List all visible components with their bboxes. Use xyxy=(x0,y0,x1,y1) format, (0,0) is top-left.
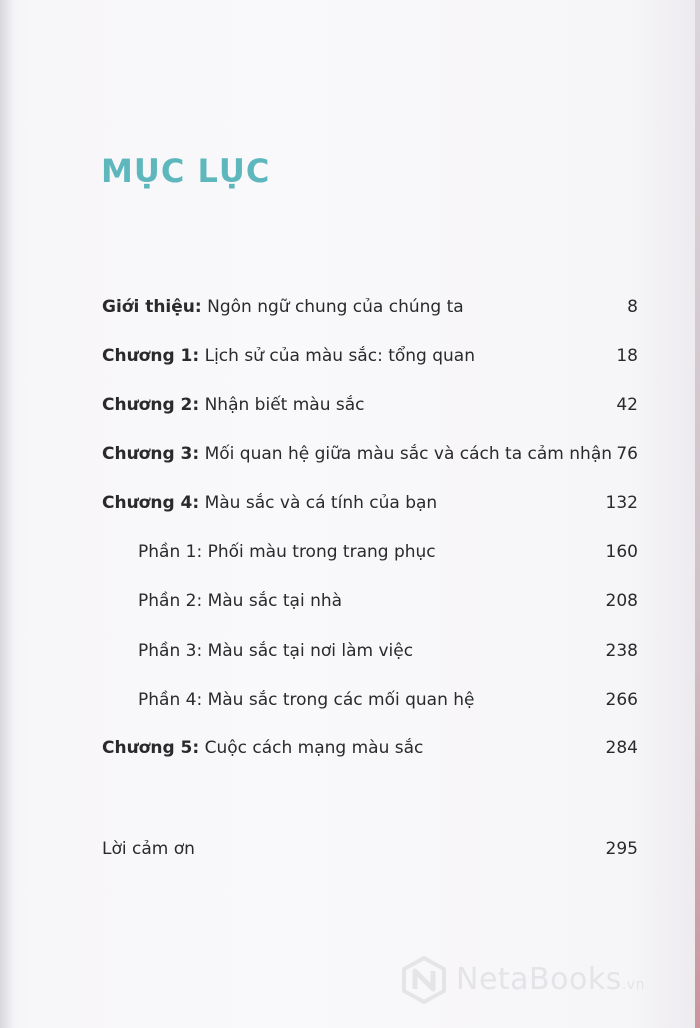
toc-page-number: 8 xyxy=(627,297,638,317)
toc-page-number: 284 xyxy=(605,738,638,758)
toc-entry-title: Lời cảm ơn xyxy=(102,839,195,859)
toc-entry-prefix: Chương 3: xyxy=(102,444,200,464)
toc-subentry-part-2 xyxy=(138,591,638,617)
toc-entry-title: Mối quan hệ giữa màu sắc và cách ta cảm nhận xyxy=(204,444,613,464)
toc-entry-title: Cuộc cách mạng màu sắc xyxy=(204,738,424,758)
watermark-brand xyxy=(456,962,645,997)
toc-subentry-part-1 xyxy=(138,542,638,568)
toc-page-number: 208 xyxy=(605,591,638,611)
toc-subentry-title: Phần 3: Màu sắc tại nơi làm việc xyxy=(138,641,414,661)
watermark-brand-name: NetaBooks xyxy=(456,962,622,997)
page-title: MỤC LỤC xyxy=(101,152,271,190)
toc-entry-title: Nhận biết màu sắc xyxy=(204,395,365,415)
toc-entry-prefix: Chương 4: xyxy=(102,493,200,513)
toc-entry-prefix: Chương 1: xyxy=(102,346,200,366)
toc-entry-chapter-5 xyxy=(102,738,638,764)
watermark-logo xyxy=(400,952,690,1008)
toc-page-number: 42 xyxy=(616,395,638,415)
toc-entry-chapter-2 xyxy=(102,395,638,421)
toc-page-number: 238 xyxy=(605,641,638,661)
toc-entry-chapter-3 xyxy=(102,444,638,470)
toc-page-number: 132 xyxy=(605,493,638,513)
toc-entry-title: Lịch sử của màu sắc: tổng quan xyxy=(204,346,475,366)
toc-entry-prefix: Chương 2: xyxy=(102,395,200,415)
toc-entry-chapter-1 xyxy=(102,346,638,372)
toc-entry-prefix: Chương 5: xyxy=(102,738,200,758)
toc-entry-prefix: Giới thiệu: xyxy=(102,297,202,317)
toc-subentry-part-4 xyxy=(138,690,638,716)
toc-subentry-part-3 xyxy=(138,641,638,667)
toc-entry-acknowledgements xyxy=(102,839,638,865)
toc-page-number: 266 xyxy=(605,690,638,710)
toc-subentry-title: Phần 2: Màu sắc tại nhà xyxy=(138,591,343,611)
toc-entry-intro xyxy=(102,297,638,323)
toc-subentry-title: Phần 4: Màu sắc trong các mối quan hệ xyxy=(138,690,475,710)
toc-page-number: 18 xyxy=(616,346,638,366)
toc-entry-chapter-4 xyxy=(102,493,638,519)
watermark-tld: .vn xyxy=(621,977,645,993)
toc-page-number: 160 xyxy=(605,542,638,562)
toc-page-number: 295 xyxy=(605,839,638,859)
netabooks-logo-icon xyxy=(400,956,448,1004)
toc-subentry-title: Phần 1: Phối màu trong trang phục xyxy=(138,542,436,562)
toc-entry-title: Màu sắc và cá tính của bạn xyxy=(204,493,438,513)
toc-page-number: 76 xyxy=(616,444,638,464)
toc-entry-title: Ngôn ngữ chung của chúng ta xyxy=(207,297,464,317)
